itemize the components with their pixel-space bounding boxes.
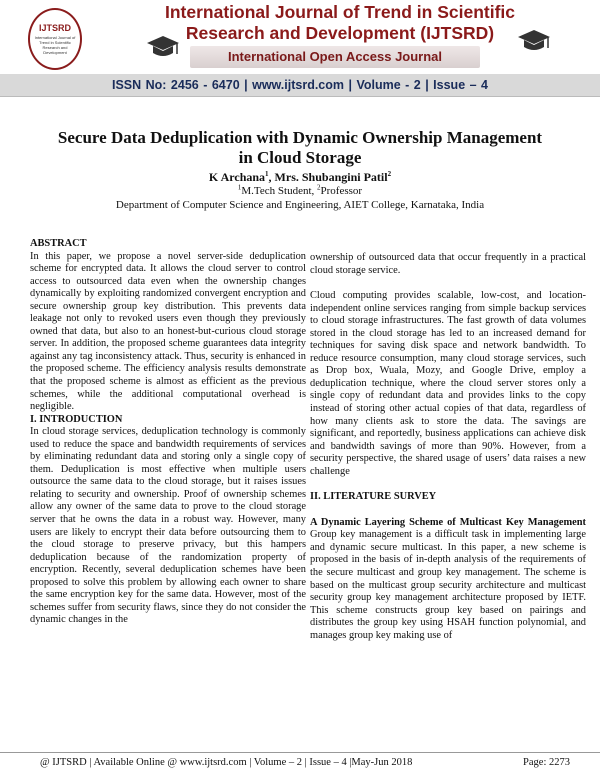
paper-title-line: Secure Data Deduplication with Dynamic Ownership Management bbox=[57, 128, 543, 147]
logo-text: IJTSRD bbox=[38, 23, 71, 33]
journal-title-line: International Journal of Trend in Scientific bbox=[164, 2, 516, 22]
author-affiliation-mark: 1 bbox=[265, 170, 269, 178]
literature-survey-heading: II. LITERATURE SURVEY bbox=[310, 491, 437, 503]
author-separator: , bbox=[268, 170, 275, 184]
page-number: Page: 2273 bbox=[523, 757, 570, 768]
body-paragraph: ownership of outsourced data that occur frequently in a practical cloud storage service. bbox=[310, 252, 586, 276]
author-name: K Archana bbox=[208, 170, 266, 184]
body-paragraph: Cloud computing provides scalable, low-cost, and location-independent online services ranging from simple backup services to cloud storage infrastructures. The fast growth of data volumes stored in the cloud storage has led to an increased demand for techniques for saving disk space and network bandwidth. To reduce resource consumption, many cloud storage services, such as Drop box, Wuala, Mozy, and Google Drive, employ a deduplication technique, where the cloud server stores only a single copy of redundant data and provides links to the copy instead of storing other actual copies of that data, regardless of how many clients ask to store the data. The savings are significant, and reportedly, business applications can achieve disk and bandwidth savings of more than 90%. However, from a security perspective, the shared usage of users’ data raises a new challenge bbox=[310, 290, 586, 477]
department-affiliation: Department of Computer Science and Engineering, AIET College, Karnataka, India bbox=[115, 199, 485, 211]
author-role: Professor bbox=[320, 185, 363, 197]
right-column bbox=[310, 252, 586, 642]
abstract-heading: ABSTRACT bbox=[30, 238, 87, 249]
left-column bbox=[30, 238, 306, 627]
author-name: Mrs. Shubangini Patil bbox=[274, 170, 388, 184]
abstract-text: In this paper, we propose a novel server-side deduplication scheme for encrypted data. It allows the cloud server to control access to outsourced data even when the ownership changes dynamically by exploiting randomized convergent encryption and secure ownership group key distribution. This prevents data leakage not only to revoked users even though they previously owned that data, but also to an honest-but-curious cloud storage server. In addition, the proposed scheme guarantees data integrity against any tag inconsistency attack. Thus, security is enhanced in the proposed scheme. The efficiency analysis results demonstrate that the proposed scheme is almost as efficient as the previous schemes, while the additional computational overhead is negligible. bbox=[30, 250, 306, 413]
journal-logo bbox=[28, 8, 82, 70]
author-role: M.Tech Student, bbox=[241, 185, 318, 197]
introduction-heading: I. INTRODUCTION bbox=[30, 413, 123, 425]
journal-title bbox=[120, 2, 560, 44]
literature-item-text: Group key management is a difficult task in implementing large and dynamic secure multicast. In this paper, a new scheme is proposed in the basis of in-depth analysis of the requirements of the secure multicast and group key management. The scheme is based on the multicast group security architecture and multicast security group key management architecture proposed by IETF. This scheme constructs group key based on pairings and distributes the group key using HSAH function polynomial, and manages group key making use of bbox=[310, 529, 586, 641]
logo-subtext: International Journal of Trend in Scientific Research and Development bbox=[34, 35, 76, 55]
introduction-text: In cloud storage services, deduplication technology is commonly used to reduce the space and bandwidth requirements of services by eliminating redundant data and storing only a single copy of them. Deduplication is most effective when multiple users outsource the same data to the cloud storage, but it raises issues relating to security and ownership. Proof of ownership schemes allow any owner of the same data to prove to the cloud storage server that he owns the data in a robust way. However, many users are likely to encrypt their data before outsourcing them to the cloud storage to preserve privacy, but this hampers deduplication because of the randomization property of encryption. Recently, several deduplication schemes have been proposed to solve this problem by allowing each owner to share the same encryption key for the same data. However, most of the schemes suffer from security flaws, since they do not consider the dynamic changes in the bbox=[30, 426, 306, 626]
journal-header bbox=[0, 0, 600, 96]
author-list bbox=[40, 170, 560, 184]
author-roles bbox=[40, 185, 560, 198]
literature-paragraph bbox=[310, 517, 586, 642]
footer-citation: @ IJTSRD | Available Online @ www.ijtsrd.com | Volume – 2 | Issue – 4 |May-Jun 2018 bbox=[40, 757, 413, 768]
journal-title-line: Research and Development (IJTSRD) bbox=[185, 23, 495, 43]
open-access-banner: International Open Access Journal bbox=[190, 46, 480, 68]
author-affiliation-mark: 2 bbox=[387, 170, 392, 178]
page-footer bbox=[0, 752, 600, 773]
paper-title-line: in Cloud Storage bbox=[238, 148, 362, 167]
literature-item-title: A Dynamic Layering Scheme of Multicast Key Management bbox=[310, 516, 586, 528]
paper-title bbox=[40, 128, 560, 168]
role-mark: 1 bbox=[237, 183, 242, 192]
issn-bar: ISSN No: 2456 - 6470 | www.ijtsrd.com | Volume - 2 | Issue – 4 bbox=[0, 74, 600, 97]
role-mark: 2 bbox=[317, 183, 321, 192]
